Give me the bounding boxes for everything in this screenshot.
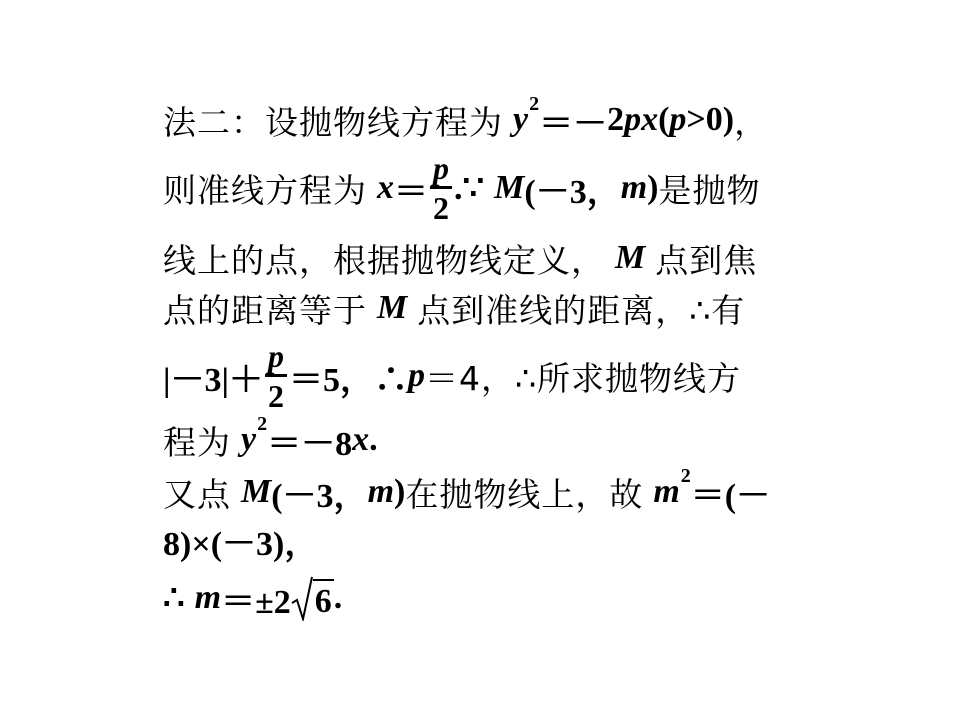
fraction-numerator: p [430, 152, 452, 189]
solution-line-8 [163, 512, 318, 568]
math-symbol: .∵ [454, 170, 485, 207]
math-var: M [241, 473, 272, 510]
text: 点的距离等于 [163, 290, 367, 330]
solution-line-9 [163, 568, 342, 628]
math-number: 2 [607, 101, 625, 138]
math-var: m [653, 473, 680, 510]
math-expr: |－3|＋ [163, 361, 263, 399]
math-period: . [333, 579, 343, 616]
solution-line-2 [163, 152, 760, 224]
text: 是抛物 [658, 170, 761, 210]
text: 点到准线的距离，∴有 [417, 290, 746, 330]
text: 在抛物线上，故 [405, 474, 644, 514]
math-exponent: 2 [529, 92, 540, 115]
text: 则准线方程为 [163, 170, 367, 210]
math-var: m [367, 473, 395, 510]
math-paren: ) [647, 169, 659, 206]
math-exponent: 2 [257, 412, 268, 435]
math-expr: ＝－8 [267, 425, 353, 463]
text: 法二：设抛物线方程为 [163, 102, 503, 142]
math-var: p [669, 101, 687, 138]
text: ， [734, 102, 769, 142]
math-exponent: 2 [680, 464, 691, 487]
solution-line-5 [163, 340, 741, 412]
math-var: m [194, 579, 222, 616]
math-var: M [615, 239, 646, 276]
math-paren: ) [394, 473, 406, 510]
fraction [430, 152, 452, 224]
math-var: p [407, 357, 425, 394]
radicand: 6 [313, 579, 334, 621]
fraction-denominator: 2 [433, 190, 449, 226]
math-var: y [241, 421, 257, 458]
math-var: x [352, 421, 370, 458]
text: 程为 [163, 422, 231, 462]
text: ＝4，∴所求抛物线方 [424, 358, 741, 398]
math-var: M [377, 289, 408, 326]
math-period: . [369, 421, 378, 458]
math-condition: >0) [686, 101, 735, 138]
fraction-numerator: p [265, 340, 287, 377]
math-var: px [624, 101, 659, 138]
solution-line-1 [163, 92, 768, 148]
text: 点到焦 [655, 240, 758, 280]
fraction-denominator: 2 [267, 378, 284, 414]
math-paren: ( [658, 101, 670, 138]
math-expr: ＝±2 [221, 583, 291, 621]
math-expr: (－3， [524, 173, 621, 211]
math-var: m [620, 169, 648, 206]
square-root [291, 575, 334, 621]
text: 线上的点，根据抛物线定义， [163, 240, 605, 280]
math-var: x [377, 169, 394, 206]
fraction [265, 340, 287, 412]
math-expr: (－3， [271, 477, 368, 515]
therefore-symbol: ∴ [163, 580, 185, 617]
math-expr: ＝(－ [690, 477, 771, 515]
text: 又点 [163, 474, 231, 514]
math-expr: 8)×(－3)， [163, 525, 319, 563]
solution-line-4 [163, 280, 745, 336]
solution-line-3 [163, 230, 757, 286]
solution-line-6 [163, 412, 378, 468]
math-operator: ＝－ [539, 105, 608, 143]
math-var: y [513, 101, 529, 138]
math-expr: ＝5，∴ [288, 361, 408, 399]
math-operator: ＝ [394, 173, 428, 211]
radical-sign-icon [291, 575, 313, 621]
math-var: M [494, 169, 525, 206]
